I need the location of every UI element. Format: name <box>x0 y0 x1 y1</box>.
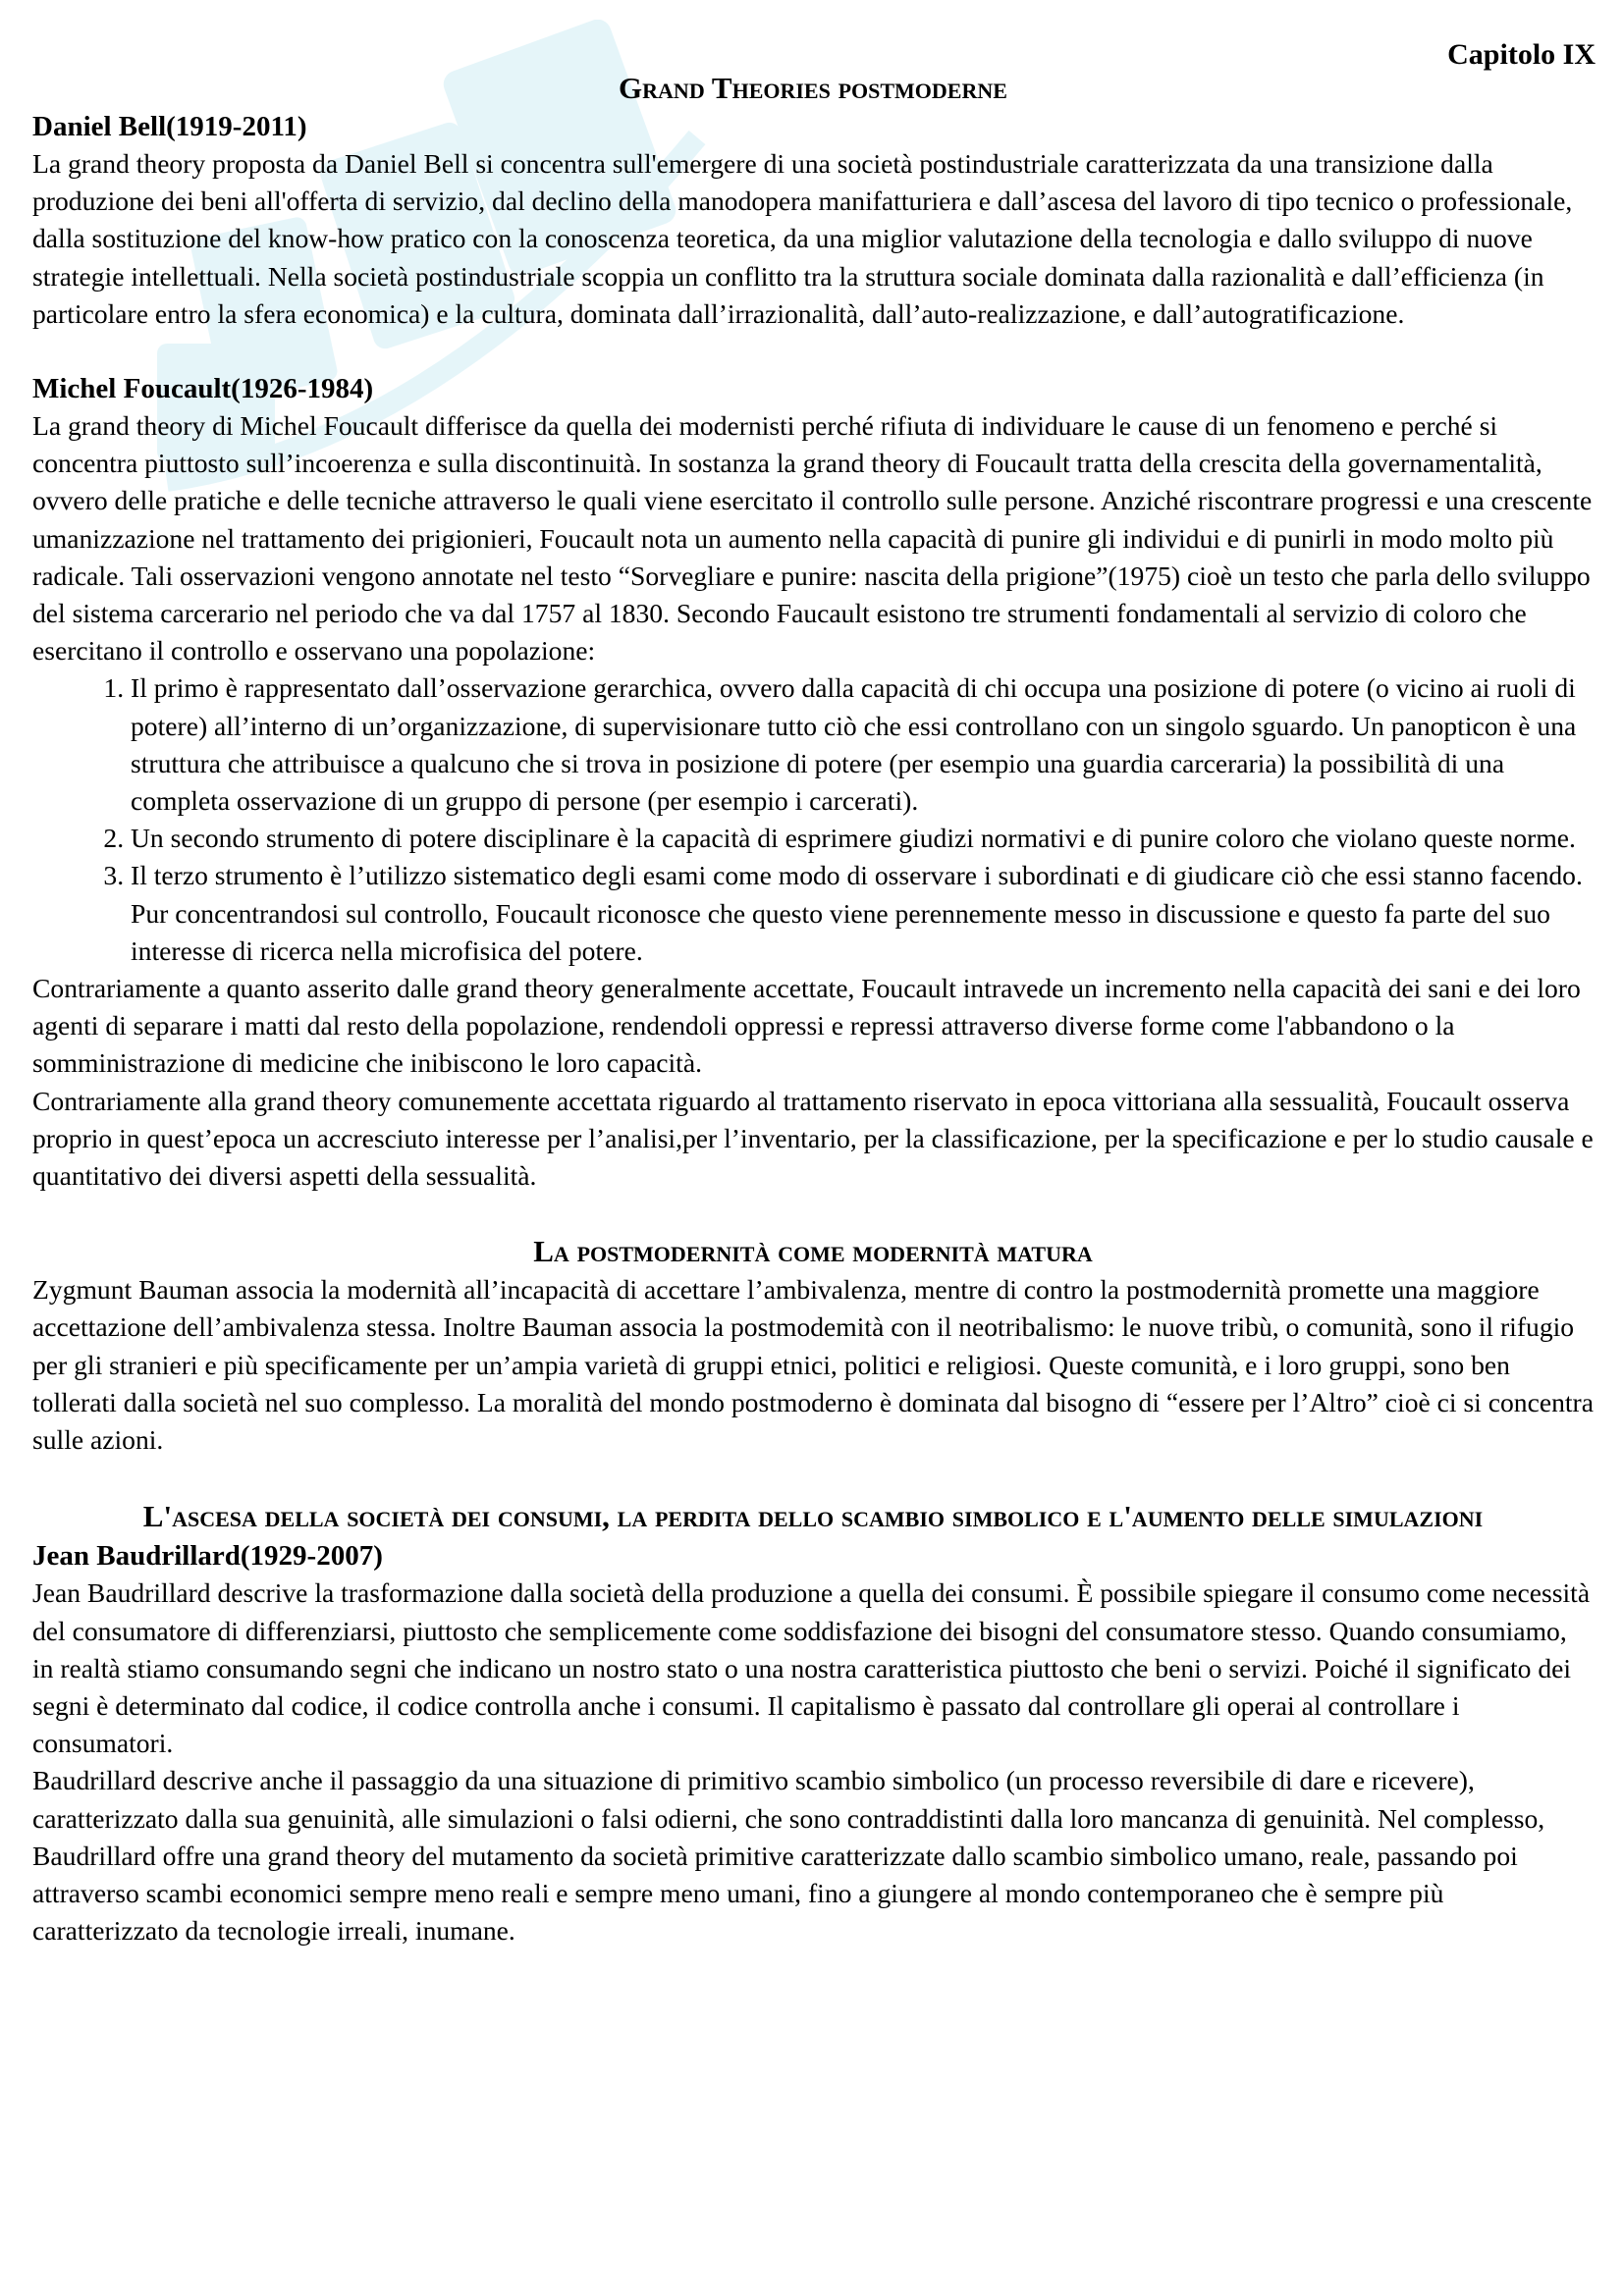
author-heading-baudrillard: Jean Baudrillard(1929-2007) <box>32 1540 383 1573</box>
section-title-grand-theories: Grand Theories postmoderne <box>619 71 1007 105</box>
foucault-paragraph-2: Contrariamente a quanto asserito dalle grand theory generalmente accettate, Foucault intravede un incremento nella capacità dei sani e dei loro agenti di separare i matti dal resto della popolazione, rendendoli oppressi e repressi attraverso diverse forme come l'abbandono o la somministrazione di medicine che inibiscono le loro capacità. <box>32 973 1581 1079</box>
spacer <box>32 333 1594 370</box>
foucault-paragraph-3: Contrariamente alla grand theory comunemente accettata riguardo al trattamento riservato in epoca vittoriana alla sessualità, Foucault osserva proprio in quest’epoca un accresciuto interesse per l’analisi,per l’inventario, per la classificazione, per la specificazione e per lo studio causale e quantitativo dei diversi aspetti della sessualità. <box>32 1085 1594 1192</box>
list-item: 3. Il terzo strumento è l’utilizzo sistematico degli esami come modo di osservare i subordinati e di giudicare ciò che essi stanno facendo. Pur concentrandosi sul controllo, Foucault riconosce che questo viene perennemente messo in discussione e questo fa parte del suo interesse di ricerca nella microfisica del potere. <box>131 857 1594 970</box>
baudrillard-paragraph-1: Jean Baudrillard descrive la trasformazione dalla società della produzione a quella dei consumi. È possibile spiegare il consumo come necessità del consumatore di differenziarsi, piuttosto che semplicemente come soddisfazione dei bisogni del consumatore stesso. Quando consumiamo, in realtà stiamo consumando segni che indicano un nostro stato o una nostra caratteristica piuttosto che beni o servizi. Poiché il significato dei segni è determinato dal codice, il codice controlla anche i consumi. Il capitalismo è passato dal controllare gli operai al controllare i consumatori. <box>32 1577 1591 1759</box>
document-page <box>32 35 1594 1949</box>
chapter-label: Capitolo IX <box>1447 38 1596 71</box>
list-item: 2. Un secondo strumento di potere disciplinare è la capacità di esprimere giudizi normativi e di punire coloro che violano queste norme. <box>131 820 1594 857</box>
list-item: 1. Il primo è rappresentato dall’osservazione gerarchica, ovvero dalla capacità di chi occupa una posizione di potere (o vicino ai ruoli di potere) all’interno di un’organizzazione, di supervisionare tutto ciò che essi controllano con un singolo sguardo. Un panopticon è una struttura che attribuisce a qualcuno che si trova in posizione di potere (per esempio una guardia carceraria) la possibilità di una completa osservazione di un gruppo di persone (per esempio i carcerati). <box>131 669 1594 820</box>
section-title-societa-consumi: L'ascesa della società dei consumi, la perdita dello scambio simbolico e l'aumento delle simulazioni <box>142 1499 1484 1534</box>
bell-paragraph: La grand theory proposta da Daniel Bell si concentra sull'emergere di una società postindustriale caratterizzata da una transizione dalla produzione dei beni all'offerta di servizio, dal declino della manodopera manifatturiera e dall’ascesa del lavoro di tipo tecnico o professionale, dalla sostituzione del know-how pratico con la conoscenza teoretica, da una miglior valutazione della tecnologia e dallo sviluppo di nuove strategie intellettuali. Nella società postindustriale scoppia un conflitto tra la struttura sociale dominata dalla razionalità e dall’efficienza (in particolare entro la sfera economica) e la cultura, dominata dall’irrazionalità, dall’auto-realizzazione, e dall’autogratificazione. <box>32 148 1573 329</box>
baudrillard-paragraph-2: Baudrillard descrive anche il passaggio da una situazione di primitivo scambio simbolico (un processo reversibile di dare e ricevere), caratterizzato dalla sua genuinità, alle simulazioni o falsi odierni, che sono contraddistinti dalla loro mancanza di genuinità. Nel complesso, Baudrillard offre una grand theory del mutamento da società primitive caratterizzate dallo scambio simbolico umano, reale, passando poi attraverso scambi economici sempre meno reali e sempre meno umani, fino a giungere al mondo contemporaneo che è sempre più caratterizzato da tecnologie irreali, inumane. <box>32 1765 1545 1947</box>
author-heading-bell: Daniel Bell(1919-2011) <box>32 111 307 142</box>
foucault-instruments-list <box>32 669 1594 970</box>
spacer <box>32 1459 1594 1496</box>
bauman-paragraph: Zygmunt Bauman associa la modernità all’incapacità di accettare l’ambivalenza, mentre di contro la postmodernità promette una maggiore accettazione dell’ambivalenza stessa. Inoltre Bauman associa la postmodemità con il neotribalismo: le nuove tribù, o comunità, sono il rifugio per gli stranieri e più specificamente per un’ampia varietà di gruppi etnici, politici e religiosi. Queste comunità, e i loro gruppi, sono ben tollerati dalla società nel suo complesso. La moralità del mondo postmoderno è dominata dal bisogno di “essere per l’Altro” cioè ci si concentra sulle azioni. <box>32 1274 1594 1456</box>
section-title-postmodernita: La postmodernità come modernità matura <box>533 1234 1093 1269</box>
author-heading-foucault: Michel Foucault(1926-1984) <box>32 373 374 405</box>
foucault-intro-paragraph: La grand theory di Michel Foucault differisce da quella dei modernisti perché rifiuta di individuare le cause di un fenomeno e perché si concentra piuttosto sull’incoerenza e sulla discontinuità. In sostanza la grand theory di Foucault tratta della crescita della governamentalità, ovvero delle pratiche e delle tecniche attraverso le quali viene esercitato il controllo sulle persone. Anziché riscontrare progressi e una crescente umanizzazione nel trattamento dei prigionieri, Foucault nota un aumento nella capacità di punire gli individui e di punirli in modo molto più radicale. Tali osservazioni vengono annotate nel testo “Sorvegliare e punire: nascita della prigione”(1975) cioè un testo che parla dello sviluppo del sistema carcerario nel periodo che va dal 1757 al 1830. Secondo Faucault esistono tre strumenti fondamentali al servizio di coloro che esercitano il controllo e osservano una popolazione: <box>32 410 1593 667</box>
spacer <box>32 1195 1594 1232</box>
